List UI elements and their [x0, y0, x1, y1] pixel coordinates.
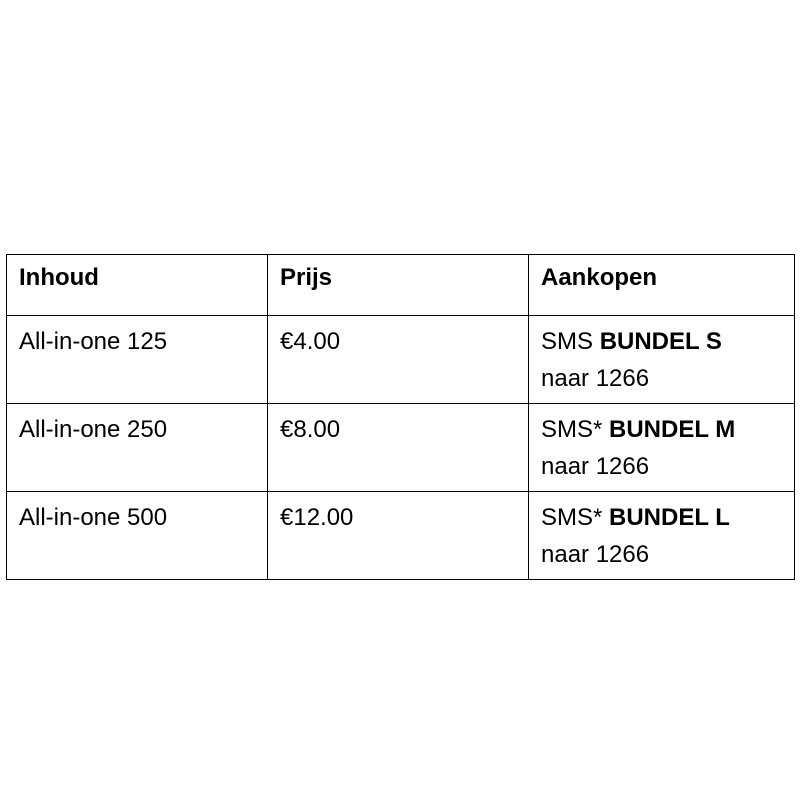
table-row: [7, 404, 795, 492]
cell-price: €4.00: [268, 316, 529, 404]
table-row: [7, 492, 795, 580]
header-purchase: Aankopen: [529, 255, 795, 316]
bundle-price-table: [6, 254, 795, 580]
cell-price: €8.00: [268, 404, 529, 492]
cell-content: All-in-one 250: [7, 404, 268, 492]
sms-number: naar 1266: [541, 365, 650, 392]
sms-number: naar 1266: [541, 453, 650, 480]
sms-prefix: SMS*: [541, 416, 610, 443]
sms-keyword: BUNDEL S: [599, 328, 722, 355]
purchase-instruction: [541, 323, 782, 360]
sms-prefix: SMS*: [541, 504, 610, 531]
cell-content: All-in-one 125: [7, 316, 268, 404]
cell-purchase: [529, 404, 795, 492]
cell-price: €12.00: [268, 492, 529, 580]
cell-purchase: [529, 492, 795, 580]
sms-keyword: BUNDEL L: [609, 504, 730, 531]
purchase-instruction: [541, 499, 782, 536]
sms-prefix: SMS: [541, 328, 600, 355]
table-row: [7, 316, 795, 404]
header-price: Prijs: [268, 255, 529, 316]
table-header-row: [7, 255, 795, 316]
sms-keyword: BUNDEL M: [609, 416, 736, 443]
header-content: Inhoud: [7, 255, 268, 316]
cell-purchase: [529, 316, 795, 404]
cell-content: All-in-one 500: [7, 492, 268, 580]
sms-number: naar 1266: [541, 541, 650, 568]
purchase-instruction: [541, 411, 782, 448]
